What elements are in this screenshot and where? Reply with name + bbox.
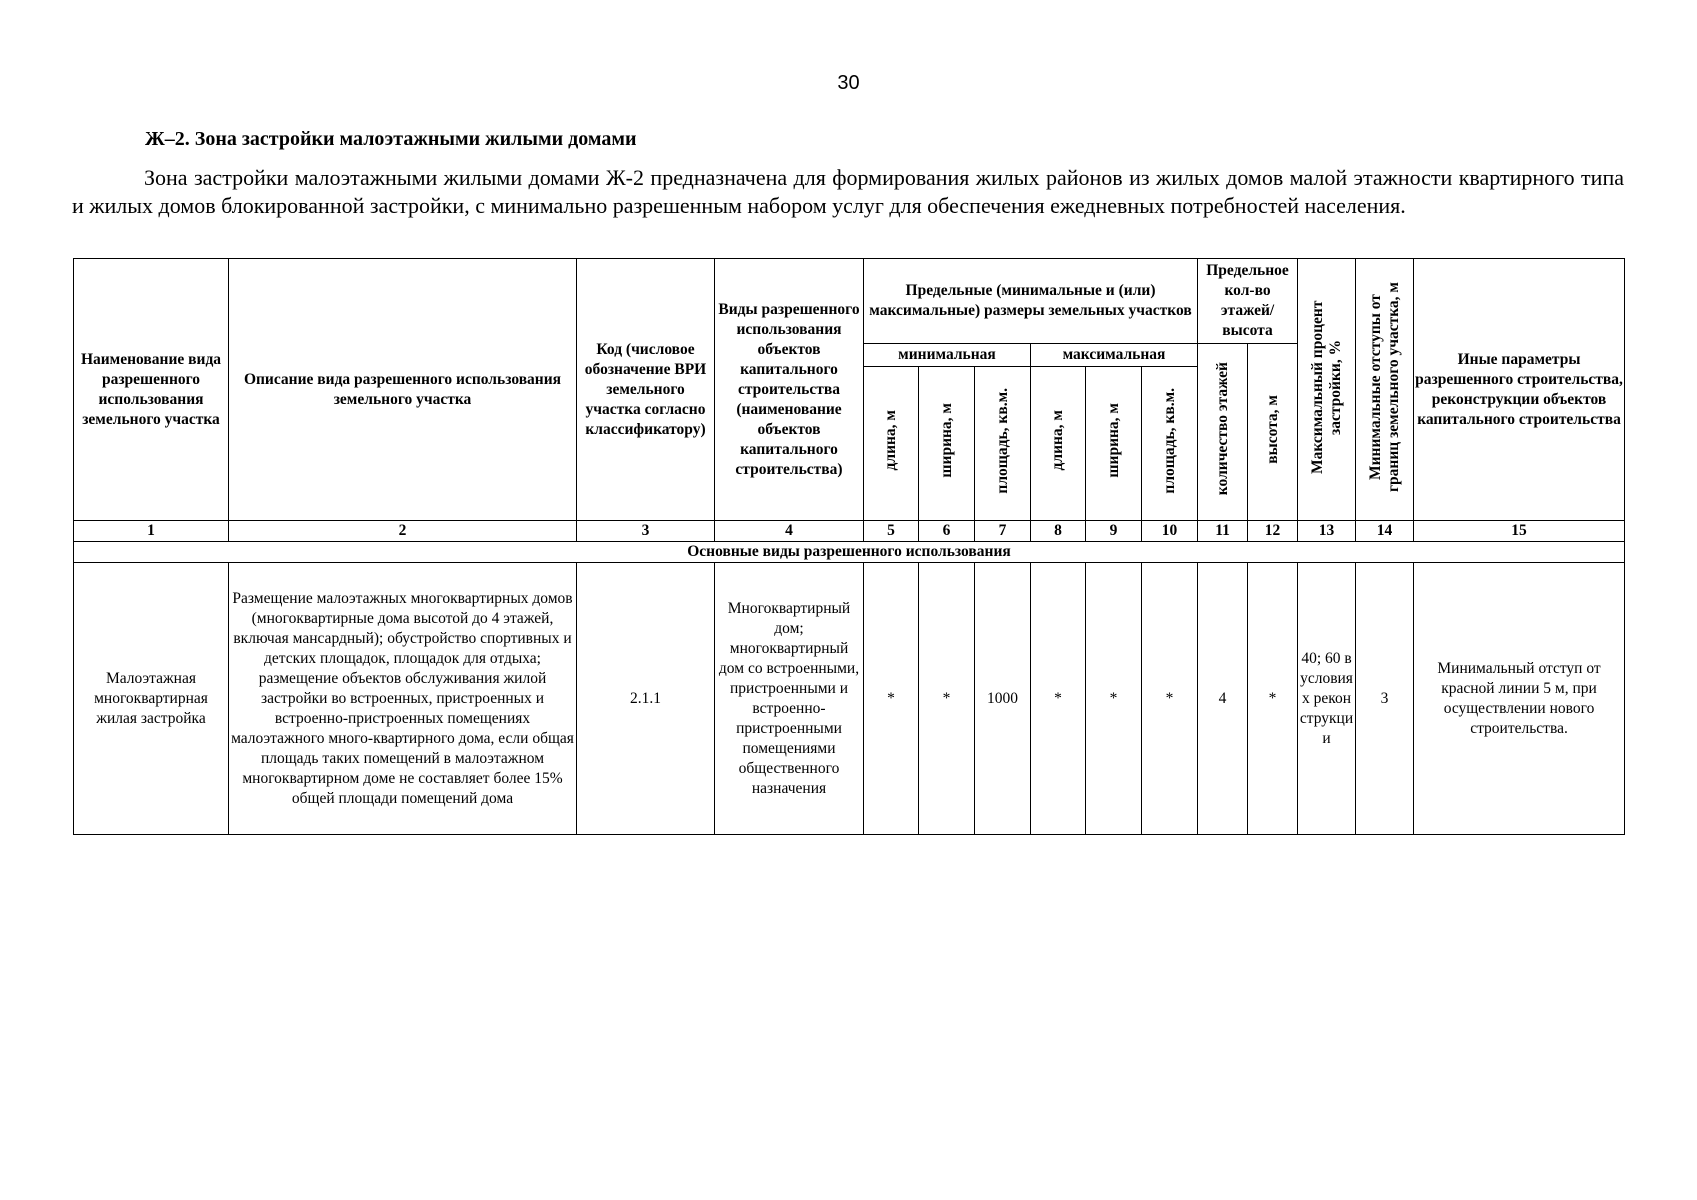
cell-max-width: * — [1086, 563, 1142, 835]
header-height-label: высота, м — [1263, 394, 1281, 464]
cell-description: Размещение малоэтажных многоквартирных домов (многоквартирные дома высотой до 4 этажей, включая мансардный); обустройство спортивных и детских площадок, площадок для отдыха; размещение объектов обслуживания жилой застройки во встроенных, пристроенных и встроенно-пристроенных помещениях малоэтажного много-квартирного дома, если общая площадь таких помещений в малоэтажном многоквартирном доме не составляет более 15% общей площади помещений дома — [229, 563, 577, 835]
header-min-length-label: длина, м — [882, 410, 899, 471]
column-number: 9 — [1086, 521, 1142, 542]
cell-max-length: * — [1031, 563, 1086, 835]
cell-min-length: * — [864, 563, 919, 835]
cell-height: * — [1248, 563, 1298, 835]
cell-min-area: 1000 — [975, 563, 1031, 835]
column-number: 4 — [715, 521, 864, 542]
cell-min-width: * — [919, 563, 975, 835]
zone-parameters-table — [73, 258, 1625, 835]
column-number: 6 — [919, 521, 975, 542]
header-max-width-label: ширина, м — [1104, 403, 1122, 478]
cell-min-setback: 3 — [1356, 563, 1414, 835]
page-number: 30 — [837, 72, 860, 94]
header-floors-count-label: количество этажей — [1213, 362, 1231, 496]
header-min-length — [864, 367, 919, 521]
header-min-area — [975, 367, 1031, 521]
header-floors-group: Предельное кол-во этажей/ высота — [1198, 259, 1298, 344]
cell-other: Минимальный отступ от красной линии 5 м, при осуществлении нового строительства. — [1414, 563, 1625, 835]
header-floors-count — [1198, 344, 1248, 521]
header-max-length-label: длина, м — [1049, 410, 1066, 471]
cell-max-area: * — [1142, 563, 1198, 835]
header-min-width — [919, 367, 975, 521]
header-min-setback-label: Минимальные отступы от границ земельного участка, м — [1366, 281, 1402, 492]
column-number: 13 — [1298, 521, 1356, 542]
header-height — [1248, 344, 1298, 521]
section-heading: Ж–2. Зона застройки малоэтажными жилыми домами — [145, 128, 637, 150]
header-min-setback — [1356, 259, 1414, 521]
section-title: Основные виды разрешенного использования — [74, 542, 1625, 563]
header-other-params: Иные параметры разрешенного строительства, реконструкции объектов капитального строительства — [1414, 259, 1625, 521]
header-max-width — [1086, 367, 1142, 521]
column-number: 1 — [74, 521, 229, 542]
cell-code: 2.1.1 — [577, 563, 715, 835]
column-number: 15 — [1414, 521, 1625, 542]
column-number: 5 — [864, 521, 919, 542]
column-number: 3 — [577, 521, 715, 542]
column-number: 8 — [1031, 521, 1086, 542]
cell-floors: 4 — [1198, 563, 1248, 835]
column-number: 14 — [1356, 521, 1414, 542]
header-plot-sizes: Предельные (минимальные и (или) максимальные) размеры земельных участков — [864, 259, 1198, 344]
header-min-area-label: площадь, кв.м. — [993, 387, 1011, 494]
header-max-percent — [1298, 259, 1356, 521]
header-max-area-label: площадь, кв.м. — [1160, 387, 1178, 494]
header-max-length — [1031, 367, 1086, 521]
column-number: 12 — [1248, 521, 1298, 542]
header-name: Наименование вида разрешенного использования земельного участка — [74, 259, 229, 521]
header-min-width-label: ширина, м — [937, 403, 955, 478]
cell-object-types: Многоквартирный дом; многоквартирный дом со встроенными, пристроенными и встроенно-пристроенными помещениями общественного назначения — [715, 563, 864, 835]
header-description: Описание вида разрешенного использования земельного участка — [229, 259, 577, 521]
column-number: 10 — [1142, 521, 1198, 542]
header-min-group: минимальная — [864, 344, 1031, 367]
intro-paragraph: Зона застройки малоэтажными жилыми домами Ж-2 предназначена для формирования жилых районов из жилых домов малой этажности квартирного типа и жилых домов блокированной застройки, с минимально разрешенным набором услуг для обеспечения ежедневных потребностей населения. — [72, 165, 1624, 218]
cell-name: Малоэтажная многоквартирная жилая застройка — [74, 563, 229, 835]
cell-max-percent: 40; 60 в условиях реконструкции — [1298, 563, 1356, 835]
header-code: Код (числовое обозначение ВРИ земельного участка согласно классификатору) — [577, 259, 715, 521]
header-max-percent-label: Максимальный процент застройки, % — [1308, 299, 1344, 474]
column-number: 2 — [229, 521, 577, 542]
header-max-group: максимальная — [1031, 344, 1198, 367]
column-number: 11 — [1198, 521, 1248, 542]
column-number: 7 — [975, 521, 1031, 542]
header-object-types: Виды разрешенного использования объектов капитального строительства (наименование объектов капитального строительства) — [715, 259, 864, 521]
header-max-area — [1142, 367, 1198, 521]
